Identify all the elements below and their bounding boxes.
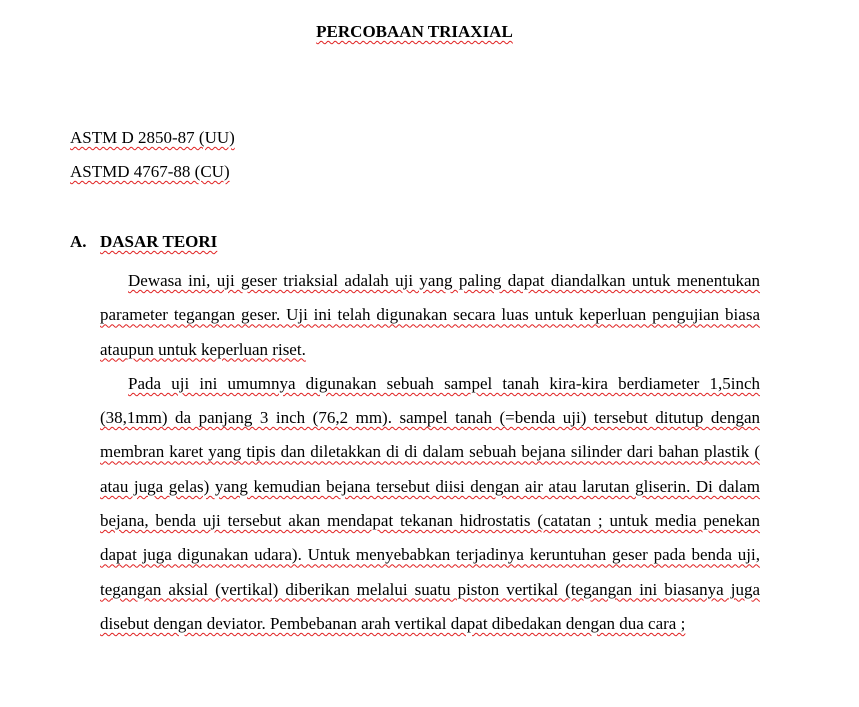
- astm-reference-uu: ASTM D 2850-87 (UU): [70, 128, 235, 147]
- section-heading-text: DASAR TEORI: [100, 232, 218, 251]
- astm-reference-cu: ASTMD 4767-88 (CU): [70, 162, 230, 181]
- document-title: PERCOBAAN TRIAXIAL: [316, 22, 513, 41]
- section-number: A.: [70, 232, 87, 251]
- section-body: [100, 264, 760, 641]
- paragraph-2: Pada uji ini umumnya digunakan sebuah sampel tanah kira-kira berdiameter 1,5inch (38,1mm) da panjang 3 inch (76,2 mm). sampel tanah (=benda uji) tersebut ditutup dengan membran karet yang tipis dan diletakkan di di dalam sebuah bejana silinder dari bahan plastik ( atau juga gelas) yang kemudian bejana tersebut diisi dengan air atau larutan gliserin. Di dalam bejana, benda uji tersebut akan mendapat tekanan hidrostatis (catatan ; untuk media penekan dapat juga digunakan udara). Untuk menyebabkan terjadinya keruntuhan geser pada benda uji, tegangan aksial (vertikal) diberikan melalui suatu piston vertikal (tegangan ini biasanya juga disebut dengan deviator. Pembebanan arah vertikal dapat dibedakan dengan dua cara ;: [100, 373, 760, 633]
- paragraph-1: Dewasa ini, uji geser triaksial adalah uji yang paling dapat diandalkan untuk menentukan parameter tegangan geser. Uji ini telah digunakan secara luas untuk keperluan pengujian biasa ataupun untuk keperluan riset.: [100, 271, 760, 359]
- section-heading: [70, 232, 217, 252]
